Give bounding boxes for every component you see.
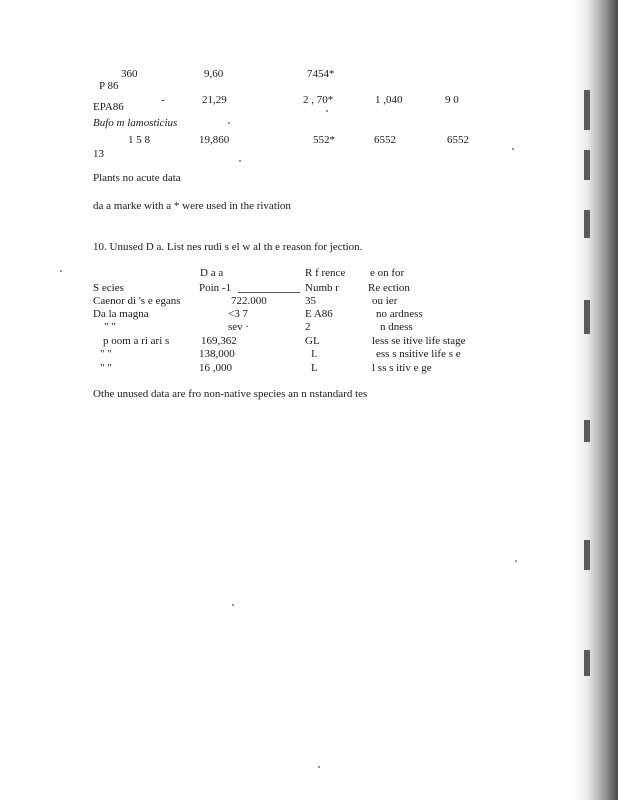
unused-row-species: " " bbox=[100, 348, 112, 360]
scan-page-edge bbox=[572, 0, 618, 800]
unused-row-reason: l ss s itiv e ge bbox=[372, 362, 432, 374]
col-header-data: Poin -1 bbox=[199, 282, 232, 294]
row1-value-b: 9,60 bbox=[204, 68, 224, 80]
scan-speck bbox=[239, 160, 241, 162]
scan-speck bbox=[232, 604, 234, 606]
row3-note: 13 bbox=[93, 148, 104, 160]
row2-reference: EPA86 bbox=[93, 101, 124, 113]
row2-value-b: 21,29 bbox=[202, 94, 227, 106]
unused-row-reason: less se itive life stage bbox=[372, 335, 466, 347]
unused-row-reference: E A86 bbox=[305, 308, 333, 320]
unused-row-species: " " bbox=[100, 362, 112, 374]
unused-row-species: p oom a ri ari s bbox=[103, 335, 170, 347]
scan-edge-mark bbox=[584, 540, 590, 570]
unused-row-species: " " bbox=[104, 321, 116, 333]
unused-row-data: <3 7 bbox=[228, 308, 248, 320]
species-name: Bufo m lamosticius bbox=[93, 117, 178, 129]
unused-row-species: Caenor di 's e egans bbox=[93, 295, 181, 307]
row3-value-a: 1 5 8 bbox=[128, 134, 150, 146]
unused-row-species: Da la magna bbox=[93, 308, 149, 320]
closing-line: Othe unused data are fro non-native species an n nstandard tes bbox=[93, 388, 368, 400]
unused-row-data: sev · bbox=[228, 321, 250, 333]
row2-dash: - bbox=[161, 94, 165, 106]
unused-row-reference: I. bbox=[311, 348, 318, 360]
row3-value-b: 19,860 bbox=[199, 134, 230, 146]
row2-value-d: 1 ,040 bbox=[375, 94, 403, 106]
scan-edge-mark bbox=[584, 420, 590, 442]
row2-value-c: 2 , 70* bbox=[303, 94, 334, 106]
unused-row-data: 138,000 bbox=[199, 348, 235, 360]
row3-value-e: 6552 bbox=[447, 134, 469, 146]
unused-row-reason: ou ier bbox=[372, 295, 398, 307]
unused-row-data: 16 ,000 bbox=[199, 362, 232, 374]
row1-note: P 86 bbox=[99, 80, 119, 92]
row2-value-e: 9 0 bbox=[445, 94, 459, 106]
col-header-species: S ecies bbox=[93, 282, 124, 294]
scan-speck bbox=[60, 270, 62, 272]
unused-row-reference: GL bbox=[305, 335, 320, 347]
row1-value-a: 360 bbox=[121, 68, 138, 80]
col-header-reason: Re ection bbox=[368, 282, 410, 294]
scan-edge-mark bbox=[584, 300, 590, 334]
row3-value-d: 6552 bbox=[374, 134, 396, 146]
unused-row-reference: 35 bbox=[305, 295, 316, 307]
footnote: da a marke with a * were used in the rivation bbox=[93, 200, 291, 212]
plants-line: Plants no acute data bbox=[93, 172, 181, 184]
header-underline bbox=[238, 292, 300, 293]
unused-row-reason: ess s nsitive life s e bbox=[376, 348, 461, 360]
scan-edge-mark bbox=[584, 650, 590, 676]
scan-edge-mark bbox=[584, 150, 590, 180]
scan-speck bbox=[318, 766, 320, 768]
scan-edge-mark bbox=[584, 90, 590, 130]
scan-edge-mark bbox=[584, 210, 590, 238]
row1-value-c: 7454* bbox=[307, 68, 335, 80]
unused-row-reason: n dness bbox=[380, 321, 413, 333]
scan-speck bbox=[228, 122, 230, 124]
col-header-reference-top: R f rence bbox=[305, 267, 346, 279]
col-header-reason-top: e on for bbox=[370, 267, 405, 279]
section-heading: 10. Unused D a. List nes rudi s el w al th e reason for jection. bbox=[93, 241, 363, 253]
unused-row-data: 722.000 bbox=[231, 295, 267, 307]
unused-row-reference: 2 bbox=[305, 321, 311, 333]
scan-speck bbox=[512, 148, 514, 150]
scan-speck bbox=[326, 110, 328, 112]
col-header-data-top: D a a bbox=[200, 267, 224, 279]
unused-row-data: 169,362 bbox=[201, 335, 237, 347]
scan-speck bbox=[515, 560, 517, 562]
unused-row-reference: L bbox=[311, 362, 318, 374]
row3-value-c: 552* bbox=[313, 134, 335, 146]
col-header-reference: Numb r bbox=[305, 282, 339, 294]
unused-row-reason: no ardness bbox=[376, 308, 423, 320]
